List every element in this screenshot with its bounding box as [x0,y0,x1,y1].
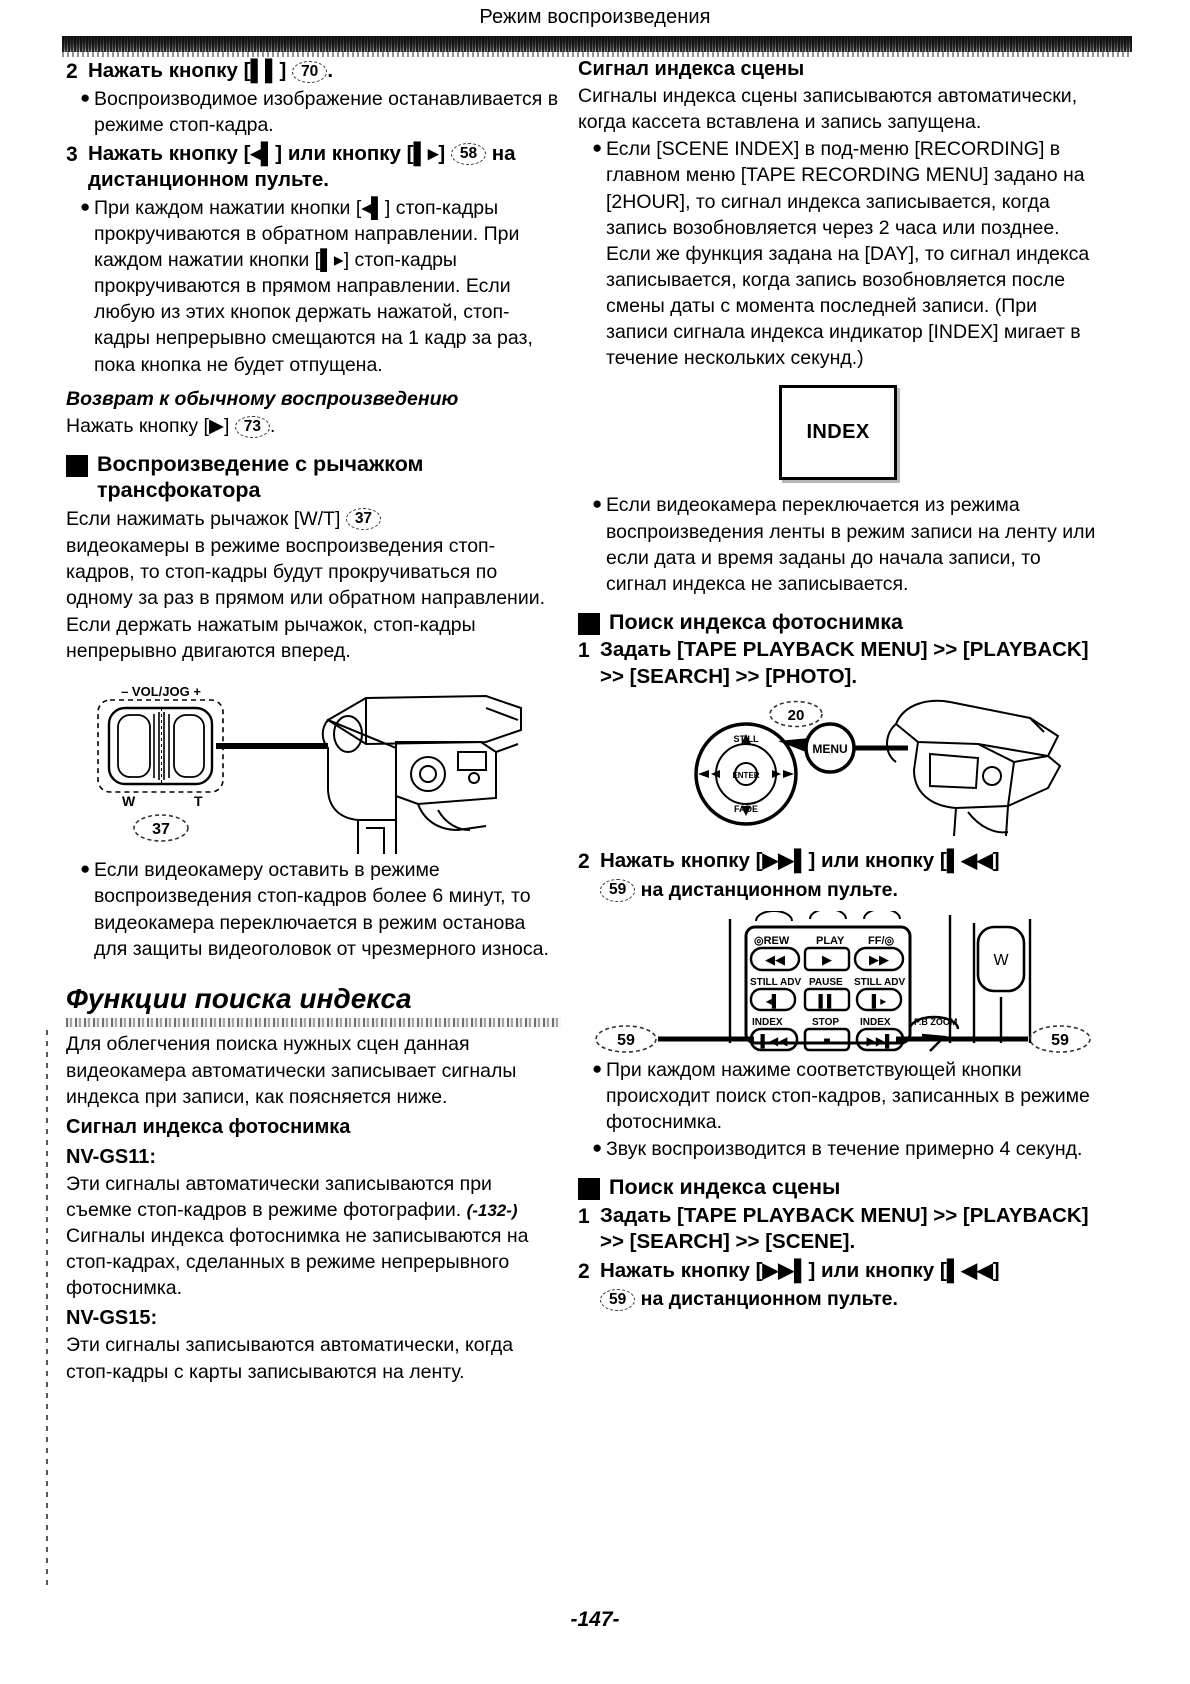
photo-search-step-1-number: 1 [578,639,590,663]
svg-text:▌◀◀: ▌◀◀ [760,1033,788,1048]
zoom-para-b: видеокамеры в режиме воспроизведения стоп-кадров, то стоп-кадры будут прокручиваться по одному за раз в прямом или обратном направлении. [66,534,546,609]
index-functions-title: Функции поиска индекса [66,982,412,1014]
svg-text:STILL: STILL [733,734,759,745]
scene-index-bullet [578,136,1098,371]
return-to-normal-text [66,413,561,439]
ps2-d: на дистанционном пульте. [640,878,898,901]
svg-text:59: 59 [617,1031,635,1049]
index-reverse-icon: ▌◀◀ [946,849,993,873]
svg-text:T: T [194,793,203,810]
ps2-a: Нажать кнопку [ [600,849,763,873]
step-2-bullet-text: Воспроизводимое изображение останавливается в режиме стоп-кадра. [94,88,559,137]
svg-text:◀◀: ◀◀ [765,951,785,967]
index-functions-paragraph: Для облегчения поиска нужных сцен данная видеокамера автоматически записывает сигналы индекса при записи, как поясняется ниже. [66,1033,517,1108]
zoom-lever-heading-text: Воспроизведение с рычажком трансфокатора [97,452,424,503]
scene-index-search-heading-text: Поиск индекса сцены [609,1175,841,1200]
gs11-page-ref: (-132-) [466,1200,518,1220]
svg-text:MENU: MENU [812,742,848,757]
svg-text:STILL ADV: STILL ADV [750,976,802,988]
step-2-text-after: ] [279,59,287,82]
step-3-part3: ] [438,141,446,165]
page-ref-badge: 70 [292,61,327,83]
step-3-bullet-b: ] стоп-кадры прокручиваются в обратном направлении. При каждом нажатии кнопки [ [94,196,520,272]
black-square-bullet-icon [66,455,88,477]
svg-text:▶: ▶ [822,951,832,967]
page-ref-badge: 59 [600,1289,635,1311]
pause-icon: ▌▌ [250,59,280,82]
svg-text:FADE: FADE [733,804,759,815]
scene-search-step-1-text: Задать [TAPE PLAYBACK MENU] >> [PLAYBACK] >> [SEARCH] >> [SCENE]. [600,1203,1089,1254]
return-text-before: Нажать кнопку [ [66,415,209,438]
svg-text:PLAY: PLAY [816,934,845,947]
index-display-box [779,385,897,480]
header-decorative-bar [62,36,1132,52]
step-3-bullet [66,195,561,378]
after-index-box-bullet-text: Если видеокамера переключается из режима воспроизведения ленты в режим записи на ленту или если дата и время заданы до начала записи, то сигнал индекса не записывается. [606,494,1096,595]
model-nv-gs11-label: NV-GS11: [66,1145,157,1168]
svg-text:20: 20 [787,707,805,725]
step-2 [66,58,561,85]
step-3-bullet-c: ] стоп-кадры прокручиваются в прямом направлении. Если любую из этих кнопок держать нажатой, стоп-кадры непрерывно смещаются на 1 кадр за раз, пока кнопка не будет отпущена. [94,249,533,376]
gs11-text-a: Эти сигналы автоматически записываются при съемке стоп-кадров в режиме фотографии. [66,1172,492,1221]
after-index-box-bullet [578,492,1098,597]
scene-search-step-2-text [600,1258,1098,1285]
mode-dial-illustration [578,696,1098,846]
scene-index-paragraph: Сигналы индекса сцены записываются автоматически, когда кассета вставлена и запись запущена. [578,85,1078,134]
title-decorative-rule [66,1018,561,1027]
svg-text:▌▌: ▌▌ [818,993,836,1008]
step-3-part2: ] или кнопку [ [275,141,414,165]
photo-search-step-2 [578,848,1098,875]
index-forward-icon: ▶▶▌ [762,1258,809,1282]
svg-text:PAUSE: PAUSE [809,976,843,988]
svg-text:59: 59 [1051,1031,1069,1049]
zoom-para-a-text: Если нажимать рычажок [W/T] [66,507,341,530]
figure-mode-dial [578,696,1098,846]
svg-text:■: ■ [823,1033,831,1048]
svg-text:FF/◎: FF/◎ [868,934,895,947]
bullet-dot-icon: ● [592,494,603,514]
still-adv-forward-icon: ▌▸ [413,141,439,165]
svg-text:STOP: STOP [812,1016,840,1028]
page-ref-badge: 73 [235,416,270,438]
right-column [578,56,1098,1312]
step-3-part4: на дистанционном пульте. [88,141,516,192]
figure-zoom-lever [66,678,561,856]
remote-control-illustration [578,911,1098,1056]
ss2-d: на дистанционном пульте. [640,1288,898,1311]
zoom-mode-bullet [66,857,561,962]
svg-text:◂▌: ◂▌ [765,993,781,1008]
svg-text:INDEX: INDEX [860,1016,891,1028]
page-ref-badge: 58 [451,143,486,165]
index-forward-icon: ▶▶▌ [762,849,809,873]
still-adv-reverse-icon: ◂▌ [250,141,276,165]
page-ref-badge: 59 [600,879,635,901]
svg-text:▶▶▌: ▶▶▌ [866,1033,894,1048]
svg-text:– VOL/JOG +: – VOL/JOG + [121,684,201,700]
zoom-lever-illustration [66,678,561,856]
zoom-lever-heading [66,451,561,503]
index-box-label: INDEX [806,421,870,444]
return-text-after: ] [223,415,230,438]
step-2-text-before: Нажать кнопку [ [88,59,251,82]
page-number: -147- [570,1608,620,1631]
index-indicator-figure [578,385,1098,480]
scene-search-step-1 [578,1203,1098,1256]
svg-text:▶▶: ▶▶ [869,951,889,967]
photo-search-step-2-text [600,848,1098,875]
photo-index-search-heading-text: Поиск индекса фотоснимка [609,609,903,634]
bullet-dot-icon: ● [592,138,603,158]
step-2-tail: . [327,59,334,82]
zoom-para-a [66,506,561,532]
svg-text:STILL ADV: STILL ADV [854,976,906,988]
return-to-normal-heading: Возврат к обычному воспроизведению [66,387,459,410]
scene-index-search-heading [578,1174,1098,1200]
scene-index-signal-heading: Сигнал индекса сцены [578,58,805,80]
model-nv-gs15-label: NV-GS15: [66,1307,158,1330]
ss2-c: ] [992,1258,1000,1282]
step-3-text [88,141,561,194]
bullet-dot-icon: ● [80,196,91,216]
bullet-dot-icon: ● [80,859,91,879]
ss2-a: Нажать кнопку [ [600,1258,763,1282]
remote-bullet-1-text: При каждом нажиме соответствующей кнопки происходит поиск стоп-кадров, записанных в режиме фотоснимка. [606,1058,1090,1134]
step-2-number: 2 [66,60,78,83]
photo-search-step-1-text: Задать [TAPE PLAYBACK MENU] >> [PLAYBACK] >> [SEARCH] >> [PHOTO]. [600,638,1089,688]
scene-index-bullet-text: Если [SCENE INDEX] в под-меню [RECORDING] в главном меню [TAPE RECORDING MENU] задано на [2HOUR], то сигнал индекса записывается, когда запись возобновляется через 2 часа или позднее. Если же функция задана на [DAY], то сигнал индекса записывается, когда запись возобновляется после смены даты с момента последней записи. (При записи сигнала индекса индикатор [INDEX] мигает в течение нескольких секунд.) [606,138,1090,370]
still-adv-forward-icon: ▌▸ [320,249,344,272]
scene-search-step-2-line2 [578,1286,1098,1312]
photo-search-step-1 [578,637,1098,690]
svg-text:37: 37 [152,821,170,839]
photo-index-signal-heading: Сигнал индекса фотоснимка [66,1115,351,1138]
play-icon: ▶ [208,415,224,438]
svg-text:INDEX: INDEX [752,1016,783,1028]
photo-search-step-2-number: 2 [578,850,590,874]
svg-text:W: W [993,951,1009,969]
ss2-b: ] или кнопку [ [808,1258,947,1282]
bullet-dot-icon: ● [592,1138,603,1158]
zoom-para-c: Если держать нажатым рычажок, стоп-кадры непрерывно двигаются вперед. [66,614,476,663]
svg-text:ENTER: ENTER [732,771,760,781]
step-2-bullet [66,86,561,138]
scene-search-step-2-number: 2 [578,1259,590,1283]
remote-bullet-1 [578,1057,1098,1135]
step-3-number: 3 [66,142,78,166]
svg-text:◎REW: ◎REW [754,934,790,947]
ps2-c: ] [992,849,1000,873]
figure-remote-control [578,911,1098,1056]
step-3-bullet-text [94,195,561,378]
remote-bullet-2-text: Звук воспроизводится в течение примерно 4 секунд. [606,1138,1083,1161]
scene-search-step-1-number: 1 [578,1204,590,1228]
step-3-bullet-a: При каждом нажатии кнопки [ [94,196,362,219]
bullet-dot-icon: ● [592,1058,603,1078]
bullet-dot-icon: ● [80,88,91,108]
ps2-b: ] или кнопку [ [808,849,947,873]
still-adv-reverse-icon: ◂▌ [361,196,385,219]
gs15-description: Эти сигналы записываются автоматически, когда стоп-кадры с карты записываются на ленту. [66,1334,514,1383]
gs11-text-b: Сигналы индекса фотоснимка не записываются на стоп-кадрах, сделанных в режиме непрерывного фотоснимка. [66,1225,529,1300]
svg-text:▌▸: ▌▸ [871,993,887,1008]
svg-text:W: W [122,793,136,810]
svg-text:P.B ZOOM: P.B ZOOM [914,1016,958,1027]
index-reverse-icon: ▌◀◀ [946,1258,993,1282]
black-square-bullet-icon [578,613,600,635]
gs11-description [66,1171,561,1302]
scene-search-step-2 [578,1258,1098,1285]
zoom-mode-bullet-text: Если видеокамеру оставить в режиме воспроизведения стоп-кадров более 6 минут, то видеокамера переключается в режим останова для защиты видеоголовок от чрезмерного износа. [94,859,549,960]
return-tail: . [270,415,276,438]
page-header-title: Режим воспроизведения [479,6,711,28]
remote-bullet-2 [578,1136,1098,1162]
step-2-text [88,58,561,85]
photo-search-step-2-line2 [578,877,1098,903]
black-square-bullet-icon [578,1178,600,1200]
step-3-part1: Нажать кнопку [ [88,141,251,165]
step-3 [66,141,561,194]
left-column [66,56,561,1385]
left-edge-dotted-rule [46,1030,48,1590]
photo-index-search-heading [578,609,1098,635]
page-ref-badge: 37 [346,508,381,530]
